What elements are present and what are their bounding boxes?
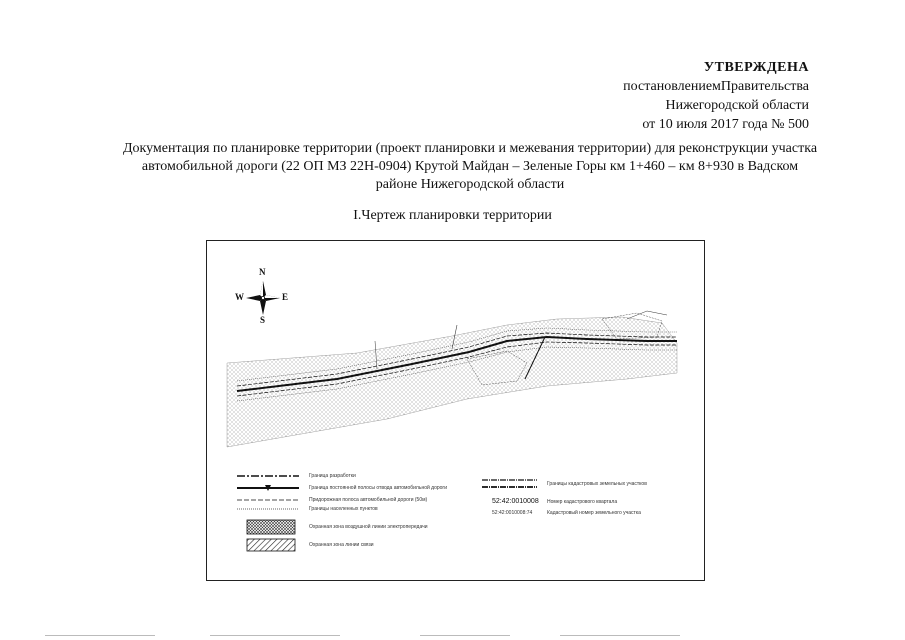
legend-label: Границы населенных пунктов [309, 506, 378, 512]
legend-label: Граница разработки [309, 473, 356, 479]
approval-line-2: Нижегородской области [665, 98, 809, 113]
compass-west-label: W [235, 292, 244, 302]
territory-area [227, 317, 677, 447]
approval-line-1: постановлениемПравительства [623, 79, 809, 94]
approval-title: УТВЕРЖДЕНА [703, 60, 809, 75]
scan-artifact [560, 635, 680, 636]
section-title: I.Чертеж планировки территории [353, 208, 552, 223]
legend-label: Кадастровый номер земельного участка [547, 510, 641, 516]
legend-sample: 52:42:0010008 [492, 498, 539, 505]
legend-label: Придорожная полоса автомобильной дороги (50м) [309, 497, 428, 503]
side-road [627, 311, 667, 319]
legend-label: Охранная зона линии связи [309, 542, 374, 548]
scan-artifact [210, 635, 340, 636]
compass-south-label: S [260, 315, 266, 325]
legend-label: Охранная зона воздушной линии электропередачи [309, 524, 428, 530]
scan-artifact [45, 635, 155, 636]
approval-block [623, 58, 809, 134]
legend-label: Граница постоянной полосы отвода автомобильной дороги [309, 485, 448, 491]
compass-east-label: E [282, 292, 289, 302]
planning-map [206, 240, 705, 581]
compass-north-label: N [259, 267, 266, 277]
approval-line-3: от 10 июля 2017 года № 500 [642, 117, 809, 132]
scan-artifact [420, 635, 510, 636]
legend-sample: 52:42:0010008:74 [492, 510, 533, 516]
legend-label: Номер кадастрового квартала [547, 499, 618, 505]
compass-rose-icon [246, 281, 280, 315]
legend-label: Границы кадастровых земельных участков [547, 481, 647, 487]
document-title: Документация по планировке территории (проект планировки и межевания территории) для реконструкции участка автомобильной дороги (22 ОП МЗ 22Н-0904) Крутой Майдан – Зеленые Горы км 1+460 – км 8+930 в Вадском районе Нижегородской области [122, 141, 818, 192]
